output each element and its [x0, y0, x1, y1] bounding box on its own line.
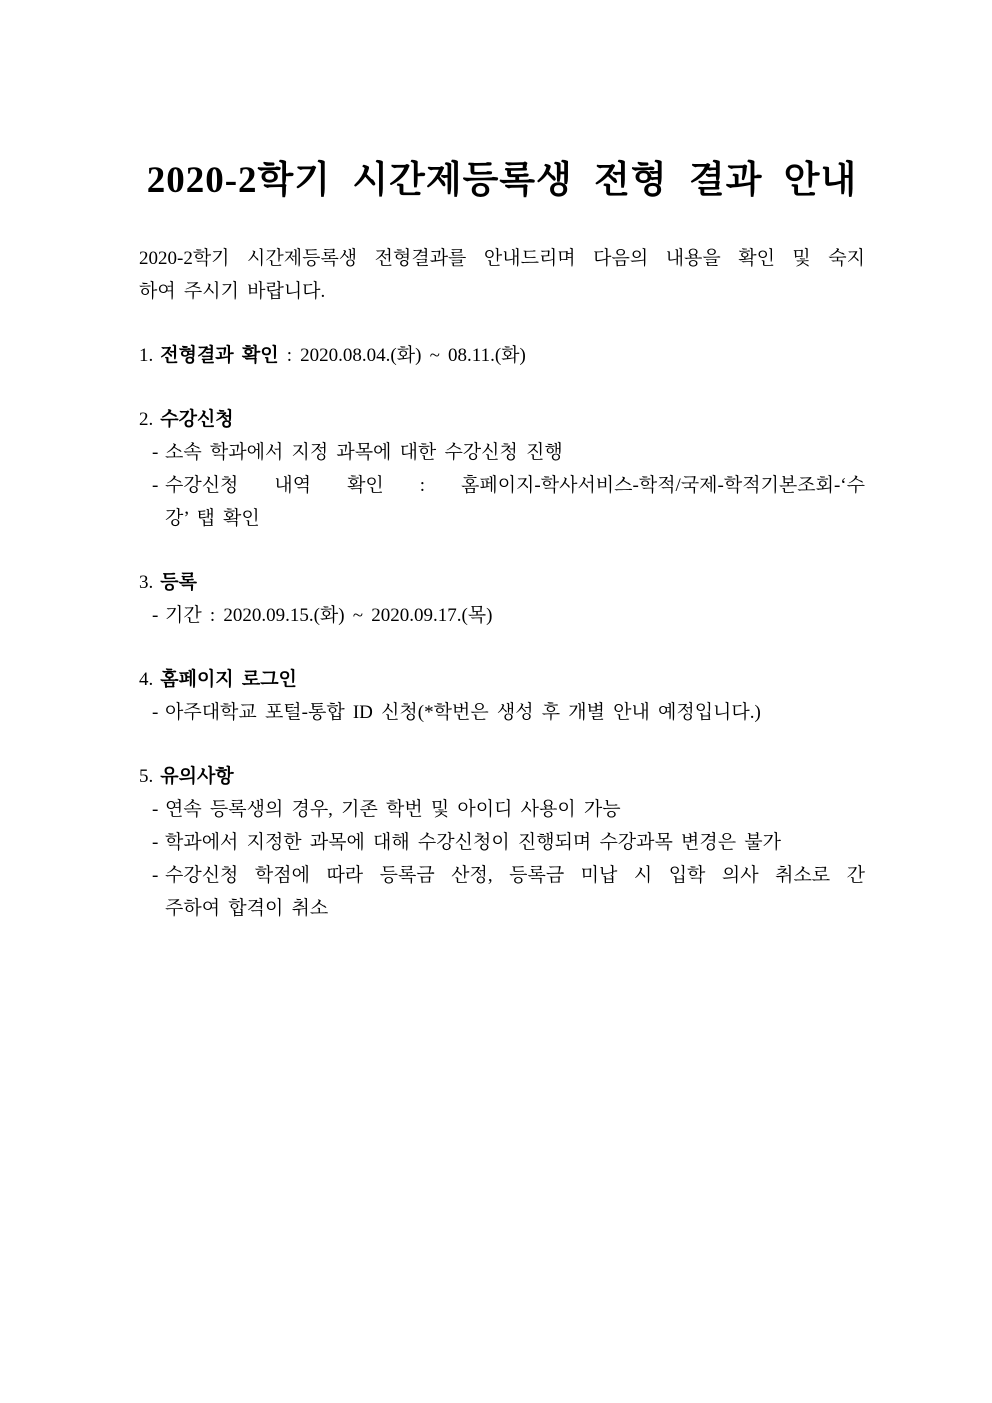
section-heading: [139, 339, 865, 372]
section-item-list: [139, 696, 865, 729]
list-item-line: 기간 : 2020.09.15.(화) ~ 2020.09.17.(목): [165, 605, 493, 626]
intro-line: 2020-2학기 시간제등록생 전형결과를 안내드리며 다음의 내용을 확인 및 숙지: [139, 248, 865, 269]
list-item: [152, 599, 865, 632]
list-item: [152, 436, 865, 469]
list-item: [152, 793, 865, 826]
dash-bullet: -: [152, 865, 159, 886]
dash-bullet: -: [152, 442, 159, 463]
page-title: 2020-2학기 시간제등록생 전형 결과 안내: [146, 160, 858, 201]
section-title: 전형결과 확인: [160, 345, 279, 366]
section-number: 3.: [139, 572, 154, 593]
dash-bullet: -: [152, 832, 159, 853]
section-heading: [139, 760, 865, 793]
intro-line: 하여 주시기 바랍니다.: [139, 281, 326, 302]
section-number: 5.: [139, 766, 154, 787]
sections: [139, 339, 865, 925]
list-item: [152, 469, 865, 535]
section-title: 유의사항: [160, 766, 234, 787]
list-item-text: [165, 859, 865, 925]
list-item-text: [165, 696, 865, 729]
dash-bullet: -: [152, 605, 159, 626]
list-item: [152, 696, 865, 729]
list-item-line: 아주대학교 포털-통합 ID 신청(*학번은 생성 후 개별 안내 예정입니다.): [165, 702, 761, 723]
section-4: [139, 663, 865, 729]
section-1: [139, 339, 865, 372]
section-title: 수강신청: [160, 409, 234, 430]
section-title: 등록: [160, 572, 197, 593]
list-item-line: 수강신청 내역 확인 : 홈페이지-학사서비스-학적/국제-학적기본조회-‘수: [165, 475, 865, 496]
section-heading: [139, 403, 865, 436]
list-item-text: [165, 469, 865, 535]
intro-paragraph: [139, 242, 865, 308]
section-number: 1.: [139, 345, 154, 366]
section-number: 4.: [139, 669, 154, 690]
list-item-text: [165, 436, 865, 469]
list-item: [152, 859, 865, 925]
section-5: [139, 760, 865, 925]
list-item-line: 소속 학과에서 지정 과목에 대한 수강신청 진행: [165, 442, 563, 463]
list-item-line: 연속 등록생의 경우, 기존 학번 및 아이디 사용이 가능: [165, 799, 621, 820]
section-heading: [139, 566, 865, 599]
section-2: [139, 403, 865, 535]
section-3: [139, 566, 865, 632]
section-item-list: [139, 599, 865, 632]
list-item-line: 학과에서 지정한 과목에 대해 수강신청이 진행되며 수강과목 변경은 불가: [165, 832, 781, 853]
section-item-list: [139, 793, 865, 925]
section-number: 2.: [139, 409, 154, 430]
section-heading: [139, 663, 865, 696]
section-title: 홈페이지 로그인: [160, 669, 297, 690]
list-item-text: [165, 599, 865, 632]
list-item-text: [165, 826, 865, 859]
list-item-text: [165, 793, 865, 826]
list-item: [152, 826, 865, 859]
dash-bullet: -: [152, 799, 159, 820]
dash-bullet: -: [152, 702, 159, 723]
list-item-line: 강’ 탭 확인: [165, 508, 260, 529]
list-item-line: 주하여 합격이 취소: [165, 898, 329, 919]
dash-bullet: -: [152, 475, 159, 496]
section-item-list: [139, 436, 865, 535]
section-detail: : 2020.08.04.(화) ~ 08.11.(화): [278, 345, 526, 366]
list-item-line: 수강신청 학점에 따라 등록금 산정, 등록금 미납 시 입학 의사 취소로 간: [165, 865, 865, 886]
